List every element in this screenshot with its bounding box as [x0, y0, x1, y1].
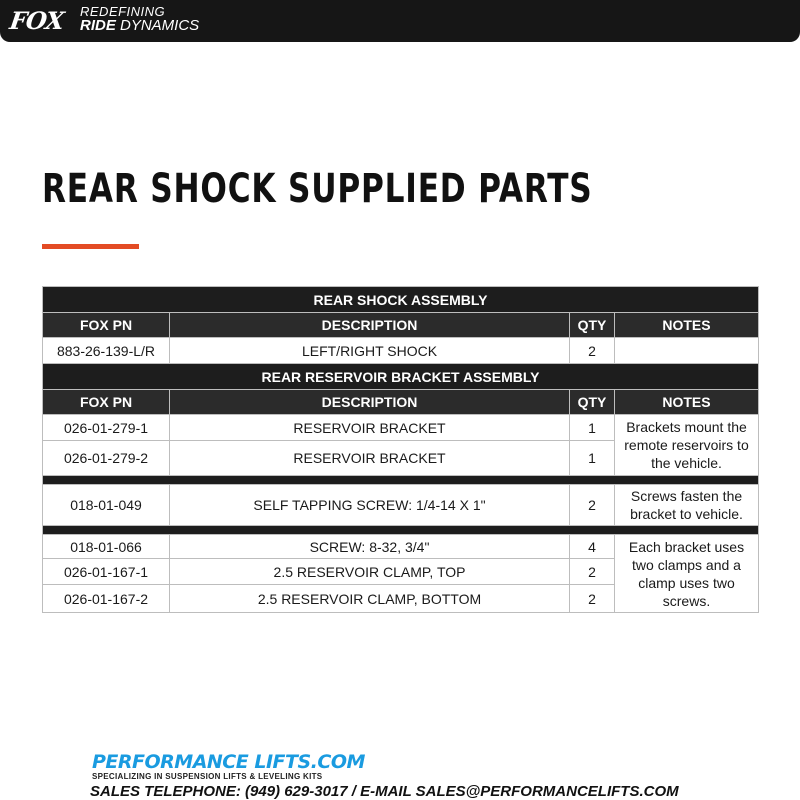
part-notes: Brackets mount the remote reservoirs to the vehicle. — [615, 415, 759, 476]
section-title: REAR SHOCK ASSEMBLY — [43, 287, 759, 313]
column-header: FOX PN — [43, 390, 170, 415]
tagline-line1: REDEFINING — [80, 4, 166, 19]
part-number: 026-01-167-2 — [43, 585, 170, 613]
part-qty: 4 — [570, 535, 615, 559]
contact-line: SALES TELEPHONE: (949) 629-3017 / E-MAIL SALES@PERFORMANCELIFTS.COM — [90, 783, 679, 800]
column-header: NOTES — [615, 313, 759, 338]
section-header — [43, 287, 759, 313]
part-number: 018-01-066 — [43, 535, 170, 559]
footer-brand — [92, 752, 365, 782]
brand-subtitle: SPECIALIZING IN SUSPENSION LIFTS & LEVELING KITS — [92, 772, 323, 781]
group-divider — [43, 476, 759, 485]
column-header: FOX PN — [43, 313, 170, 338]
part-notes: Each bracket uses two clamps and a clamp uses two screws. — [615, 535, 759, 613]
brand-logo — [92, 752, 365, 772]
tagline — [80, 5, 199, 33]
part-qty: 2 — [570, 559, 615, 585]
part-description: 2.5 RESERVOIR CLAMP, TOP — [170, 559, 570, 585]
part-qty: 1 — [570, 415, 615, 441]
part-description: RESERVOIR BRACKET — [170, 441, 570, 476]
table-row — [43, 415, 759, 441]
column-header: QTY — [570, 390, 615, 415]
column-header: NOTES — [615, 390, 759, 415]
tagline-bold: RIDE — [80, 17, 116, 34]
part-description: SELF TAPPING SCREW: 1/4-14 X 1" — [170, 485, 570, 526]
tagline-line2 — [80, 19, 199, 33]
title-accent-bar — [42, 244, 139, 249]
table-row — [43, 485, 759, 526]
part-description: SCREW: 8-32, 3/4" — [170, 535, 570, 559]
header-bar — [0, 0, 800, 42]
column-header: QTY — [570, 313, 615, 338]
part-number: 883-26-139-L/R — [43, 338, 170, 364]
part-description: LEFT/RIGHT SHOCK — [170, 338, 570, 364]
part-description: 2.5 RESERVOIR CLAMP, BOTTOM — [170, 585, 570, 613]
part-number: 018-01-049 — [43, 485, 170, 526]
brand-part2: LIFTS.COM — [254, 751, 365, 773]
part-qty: 1 — [570, 441, 615, 476]
parts-table — [42, 286, 759, 613]
part-notes: Screws fasten the bracket to vehicle. — [615, 485, 759, 526]
group-divider — [43, 526, 759, 535]
part-qty: 2 — [570, 485, 615, 526]
part-number: 026-01-167-1 — [43, 559, 170, 585]
column-header-row — [43, 313, 759, 338]
part-number: 026-01-279-2 — [43, 441, 170, 476]
table-row — [43, 338, 759, 364]
column-header: DESCRIPTION — [170, 313, 570, 338]
part-description: RESERVOIR BRACKET — [170, 415, 570, 441]
part-number: 026-01-279-1 — [43, 415, 170, 441]
tagline-rest: DYNAMICS — [115, 17, 200, 34]
table-row — [43, 535, 759, 559]
part-qty: 2 — [570, 338, 615, 364]
fox-logo: FOX — [7, 6, 66, 35]
column-header: DESCRIPTION — [170, 390, 570, 415]
brand-part1: PERFORMANCE — [92, 751, 249, 773]
page-title: REAR SHOCK SUPPLIED PARTS — [42, 166, 593, 212]
column-header-row — [43, 390, 759, 415]
section-header — [43, 364, 759, 390]
part-notes — [615, 338, 759, 364]
part-qty: 2 — [570, 585, 615, 613]
section-title: REAR RESERVOIR BRACKET ASSEMBLY — [43, 364, 759, 390]
